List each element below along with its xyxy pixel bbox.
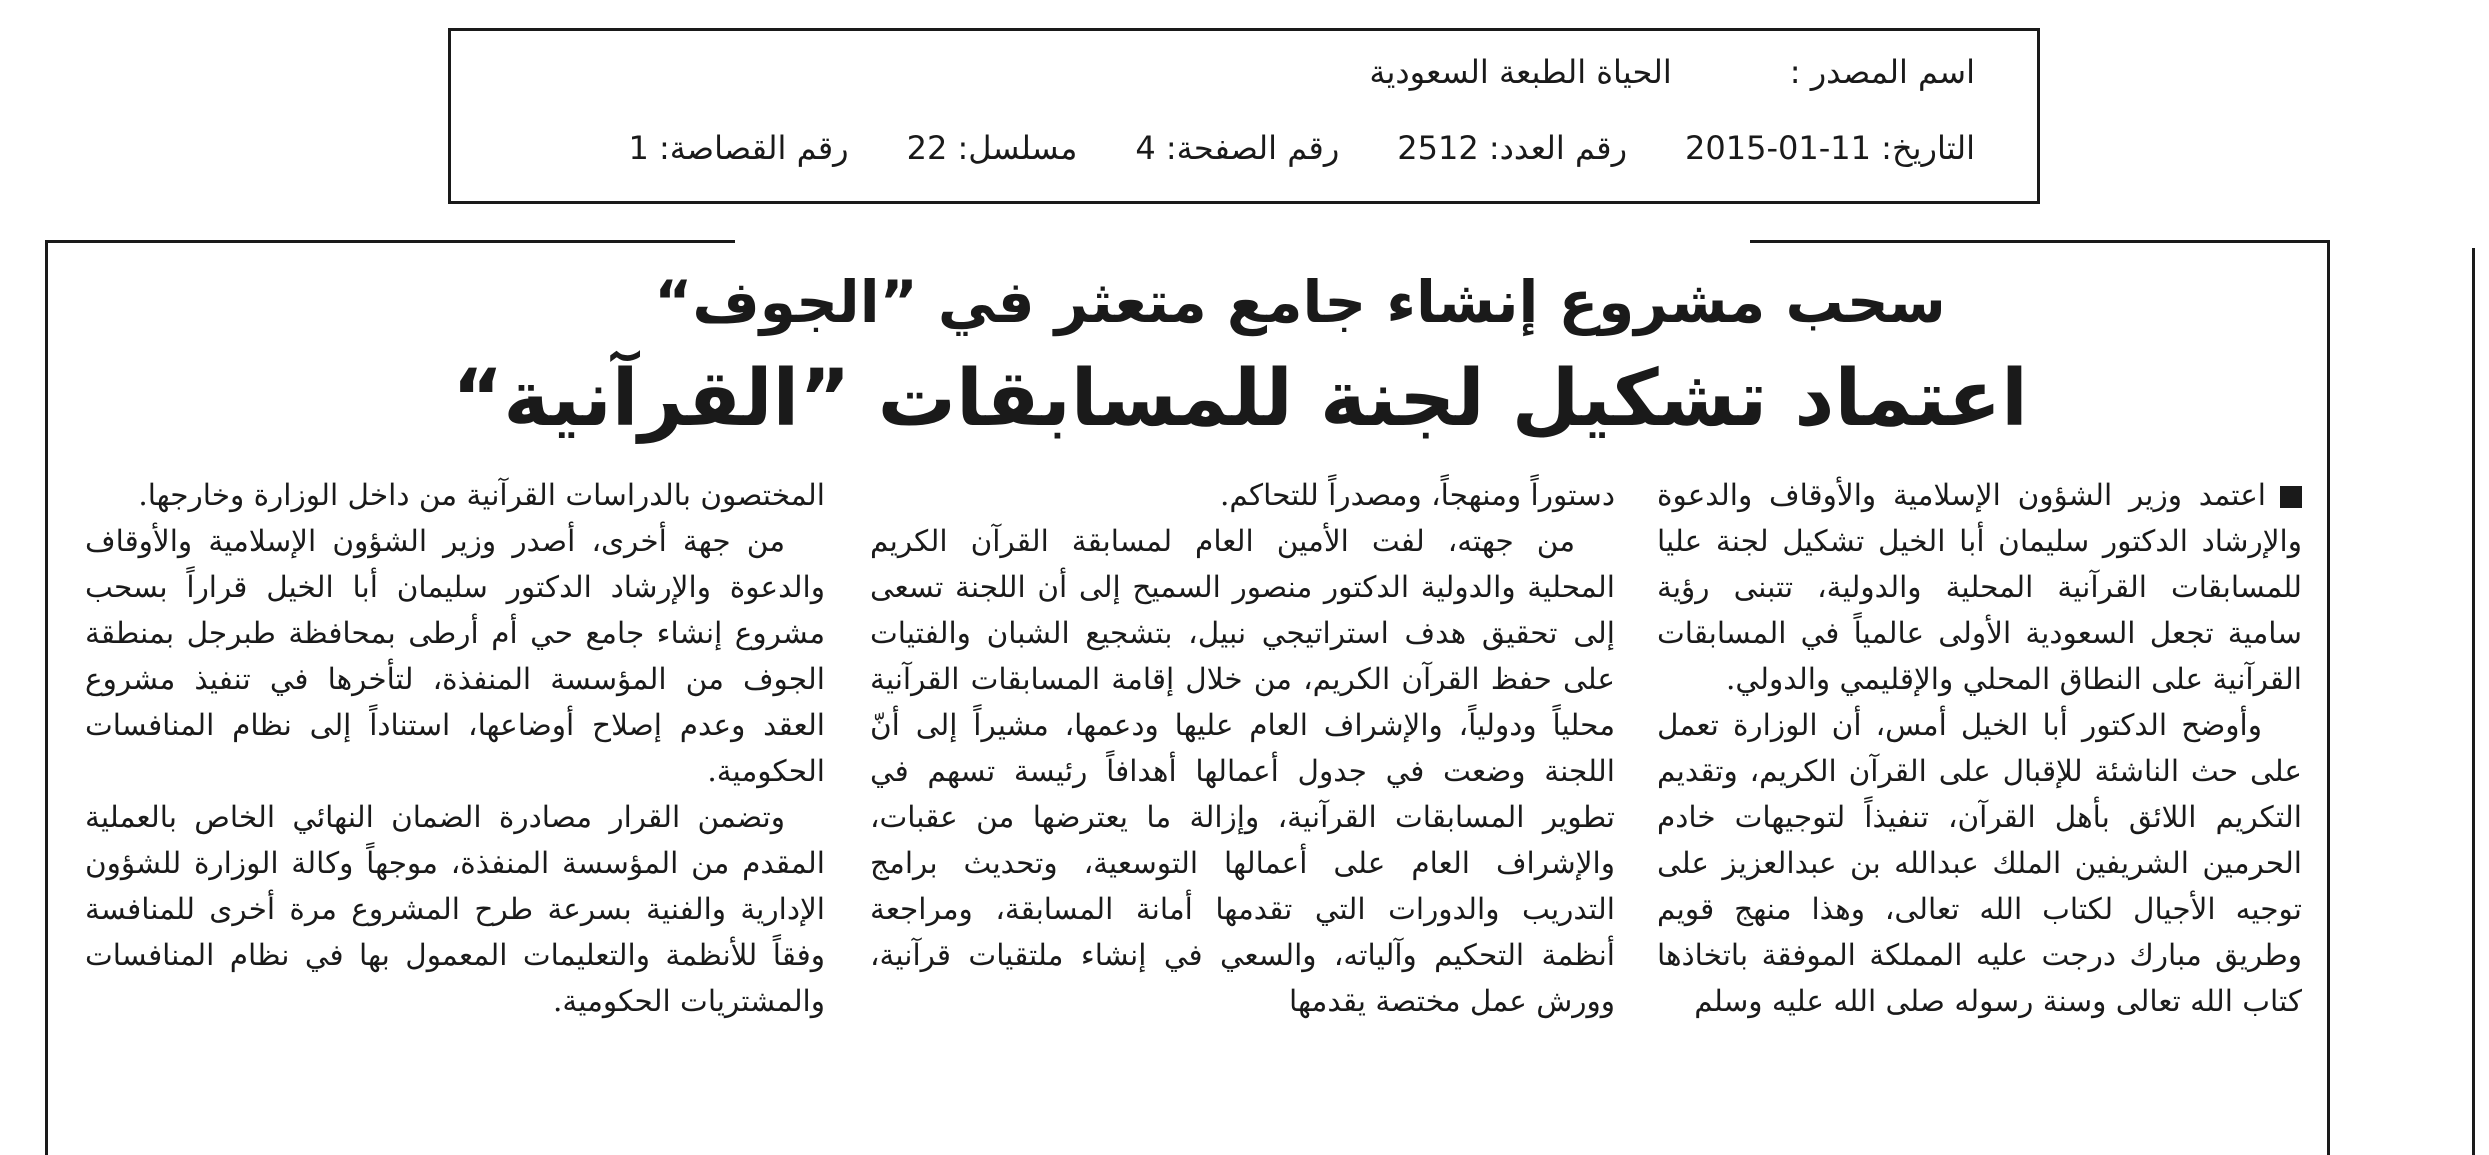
article-column-right — [1657, 472, 2302, 1152]
clip-field: رقم القصاصة: 1 — [628, 129, 849, 167]
article-column-middle — [870, 472, 1615, 1152]
paragraph: وأوضح الدكتور أبا الخيل أمس، أن الوزارة تعمل على حث الناشئة للإقبال على القرآن الكريم، وتقديم التكريم اللائق بأهل القرآن، تنفيذاً لتوجيهات خادم الحرمين الشريفين الملك عبدالله بن عبدالعزيز على توجيه الأجيال لكتاب الله تعالى، وهذا منهج قويم وطريق مبارك درجت عليه المملكة الموفقة باتخاذها كتاب الله تعالى وسنة رسوله صلى الله عليه وسلم — [1657, 708, 2302, 1018]
paragraph: دستوراً ومنهجاً، ومصدراً للتحاكم. — [1220, 478, 1615, 512]
frame-right-rule — [2327, 240, 2330, 1155]
paragraph: وتضمن القرار مصادرة الضمان النهائي الخاص بالعملية المقدم من المؤسسة المنفذة، موجهاً وكالة الوزارة للشؤون الإدارية والفنية بسرعة طرح المشروع مرة أخرى للمنافسة وفقاً للأنظمة والتعليمات المعمول بها في نظام المنافسات والمشتريات الحكومية. — [85, 800, 825, 1018]
article-subheadline: سحب مشروع إنشاء جامع متعثر في ”الجوف“ — [654, 268, 1946, 336]
article-headline: اعتماد تشكيل لجنة للمسابقات ”القرآنية“ — [452, 354, 2028, 444]
article-column-left — [85, 472, 825, 1152]
source-label: اسم المصدر : — [1789, 53, 1975, 91]
page-field: رقم الصفحة: 4 — [1135, 129, 1340, 167]
frame-top-left-rule — [45, 240, 735, 243]
paragraph: من جهته، لفت الأمين العام لمسابقة القرآن الكريم المحلية والدولية الدكتور منصور السميح إلى أن اللجنة تسعى إلى تحقيق هدف استراتيجي نبيل، بتشجيع الشبان والفتيات على حفظ القرآن الكريم، من خلال إقامة المسابقات القرآنية محلياً ودولياً، والإشراف العام عليها ودعمها، مشيراً إلى أنّ اللجنة وضعت في جدول أعمالها أهدافاً رئيسة تسهم في تطوير المسابقات القرآنية، وإزالة ما يعترضها من عقبات، والإشراف العام على أعمالها التوسعية، وتحديث برامج التدريب والدورات التي تقدمها أمانة المسابقة، ومراجعة أنظمة التحكيم وآلياته، والسعي في إنشاء ملتقيات قرآنية، وورش عمل مختصة يقدمها — [870, 524, 1615, 1018]
source-metadata-box — [448, 28, 2040, 204]
serial-field: مسلسل: 22 — [906, 129, 1078, 167]
source-value: الحياة الطبعة السعودية — [1369, 53, 1672, 91]
paragraph — [1657, 472, 2302, 702]
lead-bullet-icon — [2280, 486, 2302, 508]
paragraph: من جهة أخرى، أصدر وزير الشؤون الإسلامية والأوقاف والدعوة والإرشاد الدكتور سليمان أبا الخيل قراراً بسحب مشروع إنشاء جامع حي أم أرطى بمحافظة طبرجل بمنطقة الجوف من المؤسسة المنفذة، لتأخرها في تنفيذ مشروع العقد وعدم إصلاح أوضاعها، استناداً إلى نظام المنافسات الحكومية. — [85, 524, 825, 788]
paragraph: المختصون بالدراسات القرآنية من داخل الوزارة وخارجها. — [138, 478, 825, 512]
paragraph-text: اعتمد وزير الشؤون الإسلامية والأوقاف والدعوة والإرشاد الدكتور سليمان أبا الخيل تشكيل لجنة عليا للمسابقات القرآنية المحلية والدولية، تتبنى رؤية سامية تجعل السعودية الأولى عالمياً في المسابقات القرآنية على النطاق المحلي والإقليمي والدولي. — [1657, 478, 2302, 696]
outer-column-rule — [2472, 248, 2475, 1155]
date-field: التاريخ: 11-01-2015 — [1685, 129, 1975, 167]
issue-field: رقم العدد: 2512 — [1397, 129, 1628, 167]
frame-top-right-rule — [1750, 240, 2330, 243]
frame-left-rule — [45, 240, 48, 1155]
source-line — [1369, 53, 1975, 91]
details-line — [628, 129, 1975, 167]
